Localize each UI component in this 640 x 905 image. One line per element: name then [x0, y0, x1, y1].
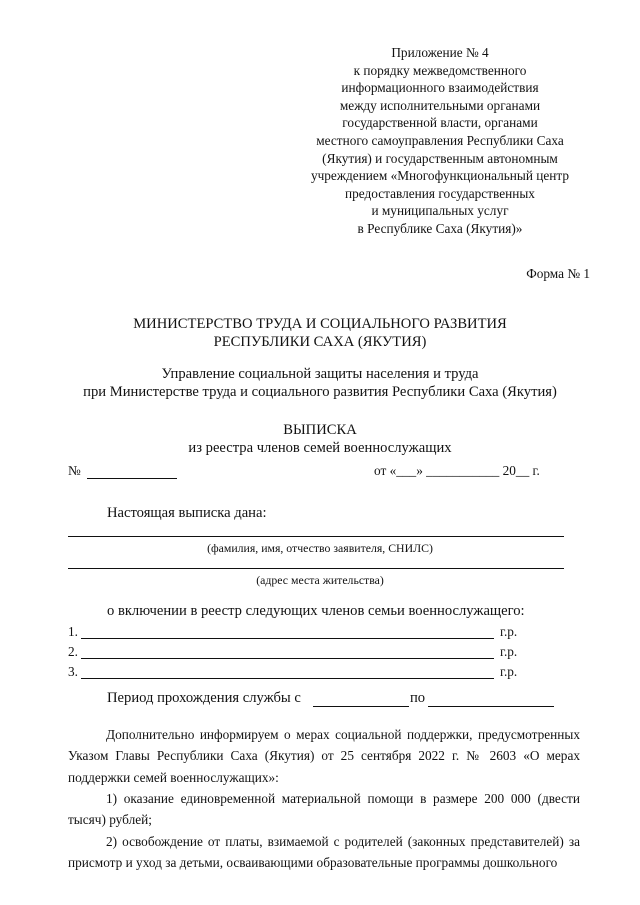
department-line2: при Министерстве труда и социального развития Республики Саха (Якутия) — [83, 384, 557, 400]
support-item-1: 1) оказание единовременной материальной помощи в размере 200 000 (двести тысяч) рублей; — [68, 791, 580, 828]
appendix-line: и муниципальных услуг — [371, 203, 509, 219]
member-number: 2. — [68, 644, 78, 659]
inclusion-text: о включении в реестр следующих членов семьи военнослужащего: — [107, 603, 525, 619]
appendix-line: местного самоуправления Республики Саха — [316, 132, 564, 148]
issued-to-label: Настоящая выписка дана: — [107, 505, 267, 521]
member-field[interactable] — [81, 678, 494, 679]
appendix-line: в Республике Саха (Якутия)» — [357, 220, 523, 236]
service-start-field[interactable] — [313, 706, 409, 707]
extract-title: ВЫПИСКА — [283, 422, 357, 438]
member-suffix: г.р. — [500, 644, 518, 659]
form-number: Форма № 1 — [526, 266, 590, 281]
member-field[interactable] — [81, 658, 494, 659]
appendix-line: к порядку межведомственного — [353, 62, 527, 78]
appendix-line: информационного взаимодействия — [341, 80, 539, 96]
member-suffix: г.р. — [500, 624, 518, 639]
department-line1: Управление социальной защиты населения и труда — [161, 366, 479, 382]
caption-name: (фамилия, имя, отчество заявителя, СНИЛС) — [207, 541, 433, 555]
member-suffix: г.р. — [500, 664, 518, 679]
ministry-title-line2: РЕСПУБЛИКИ САХА (ЯКУТИЯ) — [213, 334, 427, 350]
appendix-line: государственной власти, органами — [342, 115, 538, 131]
number-label: № — [68, 463, 81, 478]
service-period-label: Период прохождения службы с — [107, 690, 301, 706]
member-number: 1. — [68, 624, 78, 639]
caption-address: (адрес места жительства) — [256, 573, 384, 587]
member-field[interactable] — [81, 638, 494, 639]
service-period-to: по — [410, 690, 426, 706]
appendix-line: Приложение № 4 — [391, 45, 489, 60]
appendix-line: учреждением «Многофункциональный центр — [310, 168, 570, 184]
support-item-2: 2) освобождение от платы, взимаемой с родителей (законных представителей) за присмотр и уход за детьми, осваивающими образовательные программы дошкольного — [68, 834, 580, 871]
address-field[interactable] — [68, 568, 564, 569]
member-number: 3. — [68, 664, 78, 679]
appendix-line: предоставления государственных — [345, 185, 535, 201]
appendix-line: (Якутия) и государственным автономным — [322, 150, 558, 166]
number-field[interactable] — [87, 478, 177, 479]
appendix-line: между исполнительными органами — [339, 97, 541, 113]
applicant-name-field[interactable] — [68, 536, 564, 537]
appendix-header — [290, 44, 590, 238]
intro-paragraph: Дополнительно информируем о мерах социальной поддержки, предусмотренных Указом Главы Республики Саха (Якутия) от 25 сентября 2022 г. № 2603 «О мерах поддержки семей военнослужащих»: — [68, 727, 580, 785]
date-field[interactable]: от «___» ___________ 20__ г. — [374, 463, 540, 478]
extract-subtitle: из реестра членов семей военнослужащих — [188, 440, 452, 456]
service-end-field[interactable] — [428, 706, 554, 707]
ministry-title-line1: МИНИСТЕРСТВО ТРУДА И СОЦИАЛЬНОГО РАЗВИТИЯ — [133, 316, 507, 332]
